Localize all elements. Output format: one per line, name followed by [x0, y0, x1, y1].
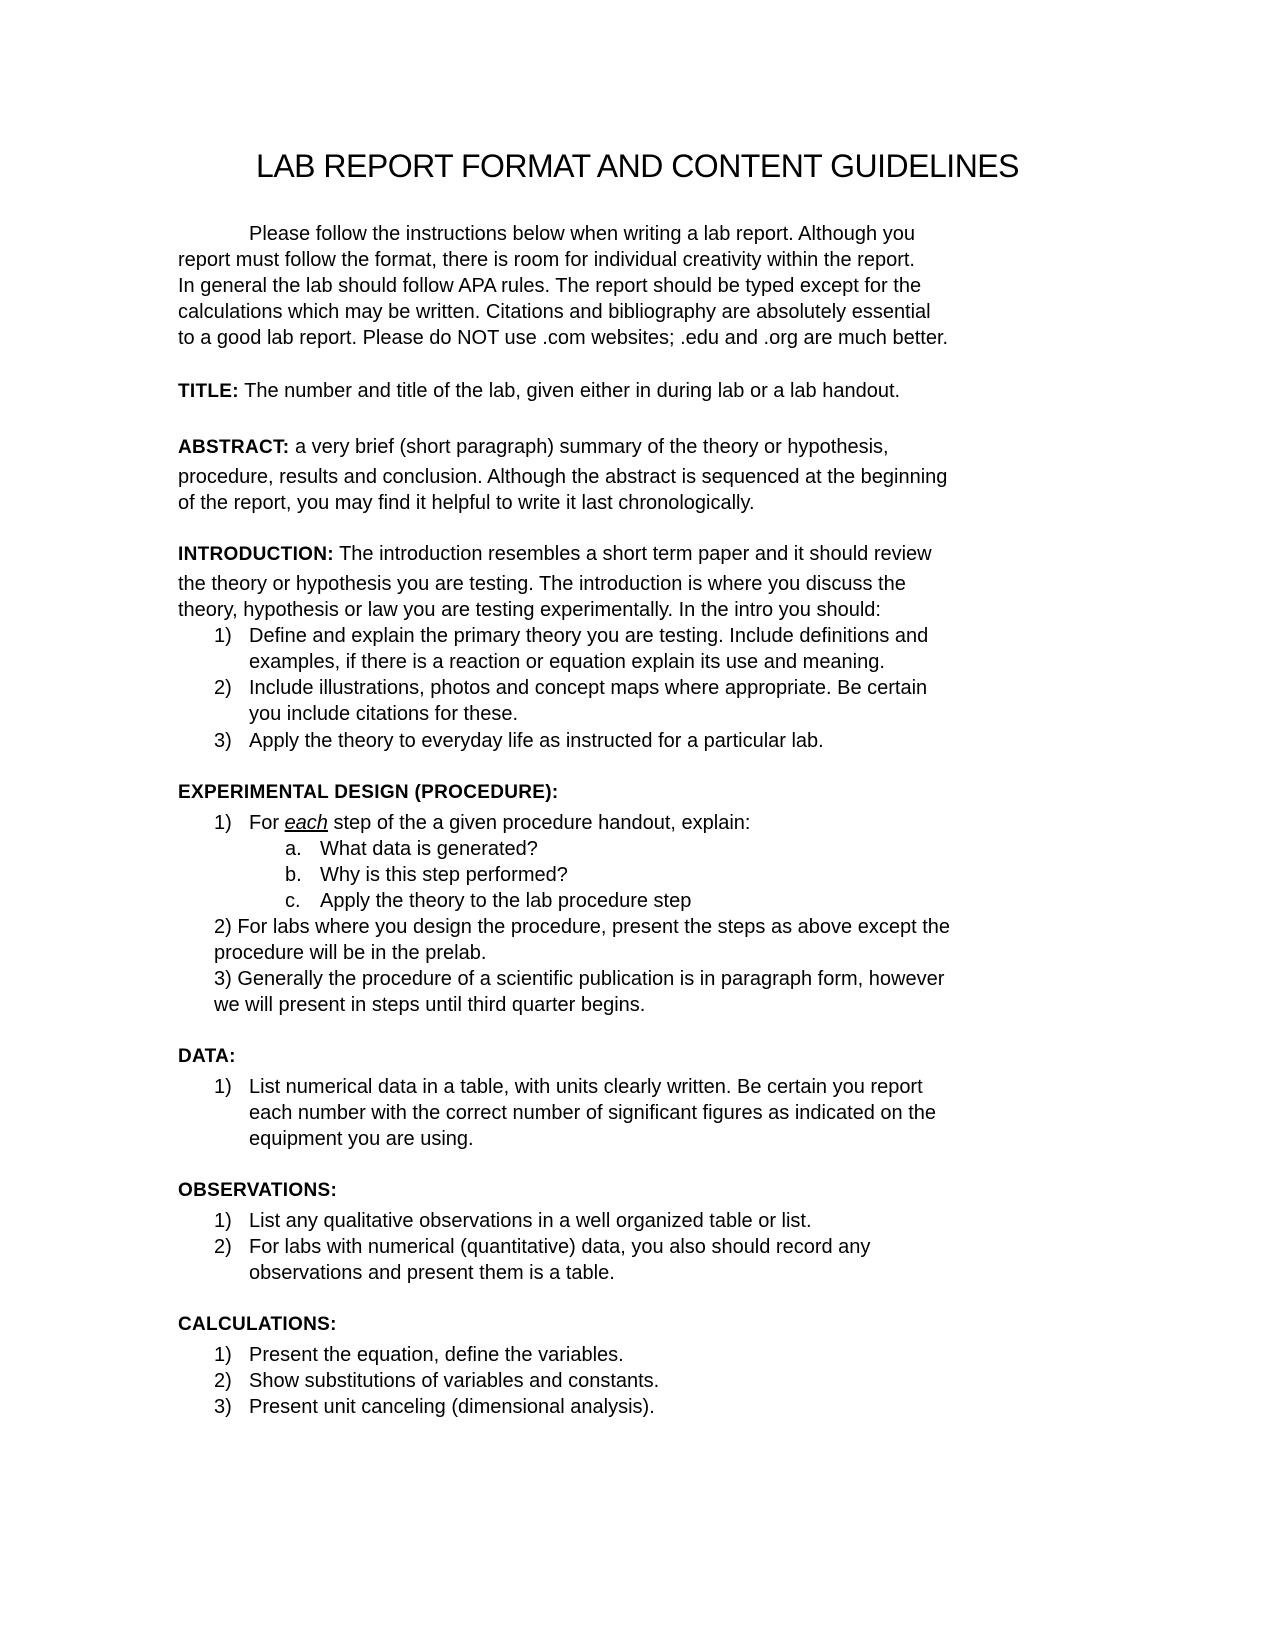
section-heading: OBSERVATIONS:: [178, 1180, 338, 1201]
list-item: Include illustrations, photos and concept maps where appropriate. Be certain: [249, 677, 928, 699]
list-item: List any qualitative observations in a well organized table or list.: [249, 1210, 812, 1232]
list-item: Show substitutions of variables and constants.: [249, 1370, 660, 1392]
section-heading: INTRODUCTION:: [178, 544, 334, 565]
sub-letter: b.: [285, 864, 302, 886]
paragraph-line: to a good lab report. Please do NOT use .com websites; .edu and .org are much better.: [178, 327, 949, 349]
paragraph-line: we will present in steps until third quarter begins.: [214, 994, 646, 1016]
text: step of the a given procedure handout, explain:: [327, 812, 751, 834]
paragraph-line: 2) For labs where you design the procedure, present the steps as above except the: [214, 916, 950, 938]
section-text: a very brief (short paragraph) summary of the theory or hypothesis,: [289, 436, 889, 458]
sub-letter: a.: [285, 838, 302, 860]
section-heading: EXPERIMENTAL DESIGN (PROCEDURE):: [178, 782, 559, 803]
section-text: The introduction resembles a short term paper and it should review: [333, 543, 932, 565]
text: For: [249, 812, 285, 834]
sub-item: Apply the theory to the lab procedure step: [320, 890, 692, 912]
emphasis: each: [284, 812, 328, 834]
list-number: 2): [214, 1236, 232, 1258]
paragraph-line: procedure will be in the prelab.: [214, 942, 487, 964]
section-heading: ABSTRACT:: [178, 437, 290, 458]
list-item: Present the equation, define the variables.: [249, 1344, 624, 1366]
page-title: LAB REPORT FORMAT AND CONTENT GUIDELINES: [256, 148, 1019, 184]
list-number: 3): [214, 1396, 232, 1418]
section-text: procedure, results and conclusion. Although the abstract is sequenced at the beginning: [178, 466, 948, 488]
sub-item: Why is this step performed?: [320, 864, 568, 886]
list-item: each number with the correct number of significant figures as indicated on the: [249, 1102, 937, 1124]
paragraph-line: 3) Generally the procedure of a scientific publication is in paragraph form, however: [214, 968, 945, 990]
paragraph-line: Please follow the instructions below when writing a lab report. Although you: [249, 223, 915, 245]
list-item: you include citations for these.: [249, 703, 519, 725]
section-text: The number and title of the lab, given either in during lab or a lab handout.: [238, 380, 901, 402]
section-text: theory, hypothesis or law you are testing experimentally. In the intro you should:: [178, 599, 881, 621]
list-item: examples, if there is a reaction or equation explain its use and meaning.: [249, 651, 885, 673]
list-item: Define and explain the primary theory you are testing. Include definitions and: [249, 625, 929, 647]
list-item: [249, 811, 750, 835]
list-item: For labs with numerical (quantitative) data, you also should record any: [249, 1236, 871, 1258]
section-text: the theory or hypothesis you are testing. The introduction is where you discuss the: [178, 573, 906, 595]
list-number: 1): [214, 1344, 232, 1366]
sub-letter: c.: [285, 890, 301, 912]
section-heading: TITLE:: [178, 381, 239, 402]
list-number: 1): [214, 1210, 232, 1232]
list-item: Apply the theory to everyday life as instructed for a particular lab.: [249, 730, 824, 752]
sub-item: What data is generated?: [320, 838, 538, 860]
list-number: 1): [214, 625, 232, 647]
list-number: 2): [214, 677, 232, 699]
paragraph-line: In general the lab should follow APA rules. The report should be typed except for the: [178, 275, 922, 297]
list-number: 2): [214, 1370, 232, 1392]
list-item: List numerical data in a table, with units clearly written. Be certain you report: [249, 1076, 923, 1098]
list-item: observations and present them is a table.: [249, 1262, 615, 1284]
section-heading: DATA:: [178, 1046, 236, 1067]
title-section: [178, 379, 900, 404]
list-item: equipment you are using.: [249, 1128, 474, 1150]
list-number: 3): [214, 730, 232, 752]
paragraph-line: calculations which may be written. Citations and bibliography are absolutely essential: [178, 301, 931, 323]
section-text: of the report, you may find it helpful to write it last chronologically.: [178, 492, 755, 514]
list-number: 1): [214, 1076, 232, 1098]
paragraph-line: report must follow the format, there is room for individual creativity within the report.: [178, 249, 915, 271]
list-item: Present unit canceling (dimensional analysis).: [249, 1396, 655, 1418]
list-number: 1): [214, 812, 232, 834]
section-heading: CALCULATIONS:: [178, 1314, 337, 1335]
